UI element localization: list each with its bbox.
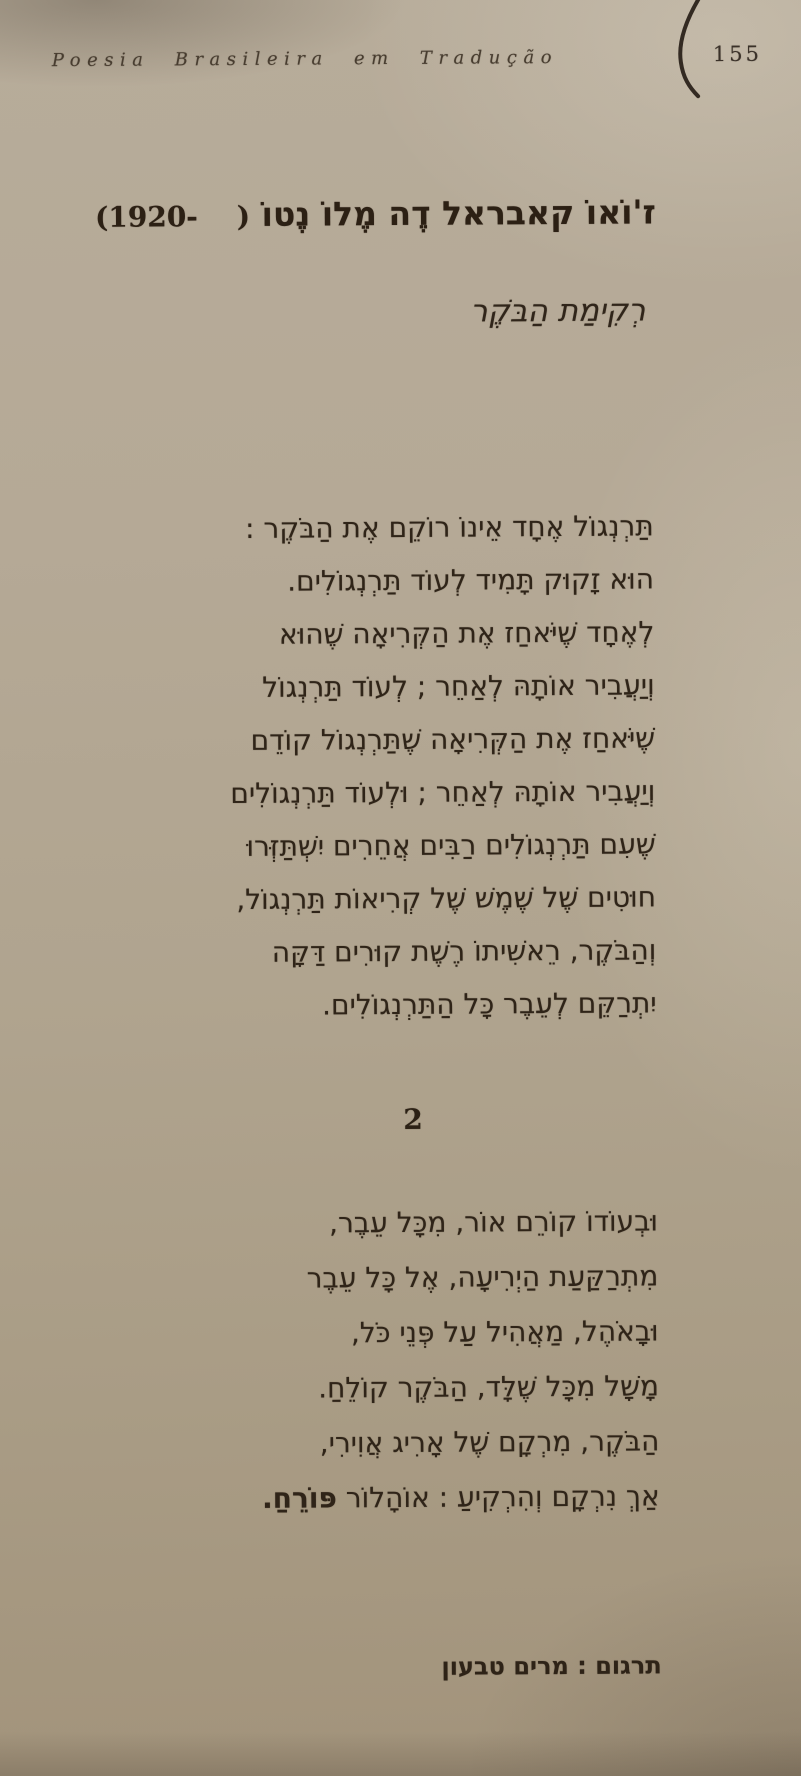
running-header-series-title: Poesia Brasileira em Tradução [51, 47, 559, 72]
stanza-2 [260, 1193, 660, 1525]
emphasized-word: פּוֹרֵחַ. [261, 1481, 337, 1515]
poem-line: הוּא זָקוּק תָּמִיד לְעוֹד תַּרְנְגוֹלִים. [287, 562, 655, 598]
poem-line: מָשָׁל מִכָּל שֶׁלָּד, הַבֹּקֶר קוֹלֵחַ. [318, 1369, 660, 1405]
poem-line: שֶׁיֹּאחַז אֶת הַקְּרִיאָה שֶׁתַּרְנְגוֹל קוֹדֵם [250, 721, 656, 757]
poem-line: וְהַבֹּקֶר, רֵאשִׁיתוֹ רֶשֶׁת קוּרִים דַּקָּה [271, 933, 657, 969]
poem-line: תַּרְנְגוֹל אֶחָד אֵינוֹ רוֹקֵם אֶת הַבֹּקֶר : [245, 509, 654, 545]
poem-line-last [262, 1468, 660, 1525]
page-number: 155 [712, 41, 763, 67]
poem-title: רְקִימַת הַבֹּקֶר [469, 292, 646, 330]
poem-line: לְאֶחָד שֶׁיֹּאחַז אֶת הַקְּרִיאָה שֶׁהוּא [278, 615, 655, 651]
curved-swash-ornament [0, 0, 796, 122]
poem-line: יִתְרַקֵּם לְעֵבֶר כָּל הַתַּרְנְגוֹלִים. [321, 986, 657, 1022]
poem-line: וּבְעוֹדוֹ קוֹרֵם אוֹר, מִכָּל עֵבֶר, [329, 1204, 659, 1240]
poem-line: הַבֹּקֶר, מִרְקָם שֶׁל אָרִיג אֲוִירִי, [319, 1424, 660, 1460]
section-number: 2 [403, 1102, 423, 1136]
poem-line: שֶׁעִם תַּרְנְגוֹלִים רַבִּים אֲחֵרִים יִשְׁתַּזְּרוּ [246, 827, 656, 863]
poem-line: מִתְרַקַּעַת הַיְרִיעָה, אֶל כָּל עֵבֶר [306, 1259, 659, 1295]
poem-line: חוּטִים שֶׁל שֶׁמֶשׁ שֶׁל קְרִיאוֹת תַּרְנְגוֹל, [236, 880, 657, 916]
poem-line: וְיַעֲבִיר אוֹתָהּ לְאַחֵר ; לְעוֹד תַּרְנְגוֹל [262, 668, 655, 704]
author-line [95, 192, 656, 234]
poem-line: וְיַעֲבִיר אוֹתָהּ לְאַחֵר ; וּלְעוֹד תַּרְנְגוֹלִים [230, 774, 656, 811]
author-name: ז'וֹאוֹ קאבראל דֶה מֶלוֹ נֶטוֹ [261, 192, 656, 234]
stanza-1 [229, 499, 657, 1032]
poem-line: וּבָאֹהֶל, מַאֲהִיל עַל פְּנֵי כֹּל, [350, 1314, 659, 1350]
translation-credit: תרגום : מרים טבעון [441, 1651, 662, 1681]
author-dates: (1920- ) [94, 199, 251, 234]
poem-line-last-prefix: אַךְ נִרְקָם וְהִרְקִיעַ : אוֹהָלוֹר [336, 1479, 660, 1515]
